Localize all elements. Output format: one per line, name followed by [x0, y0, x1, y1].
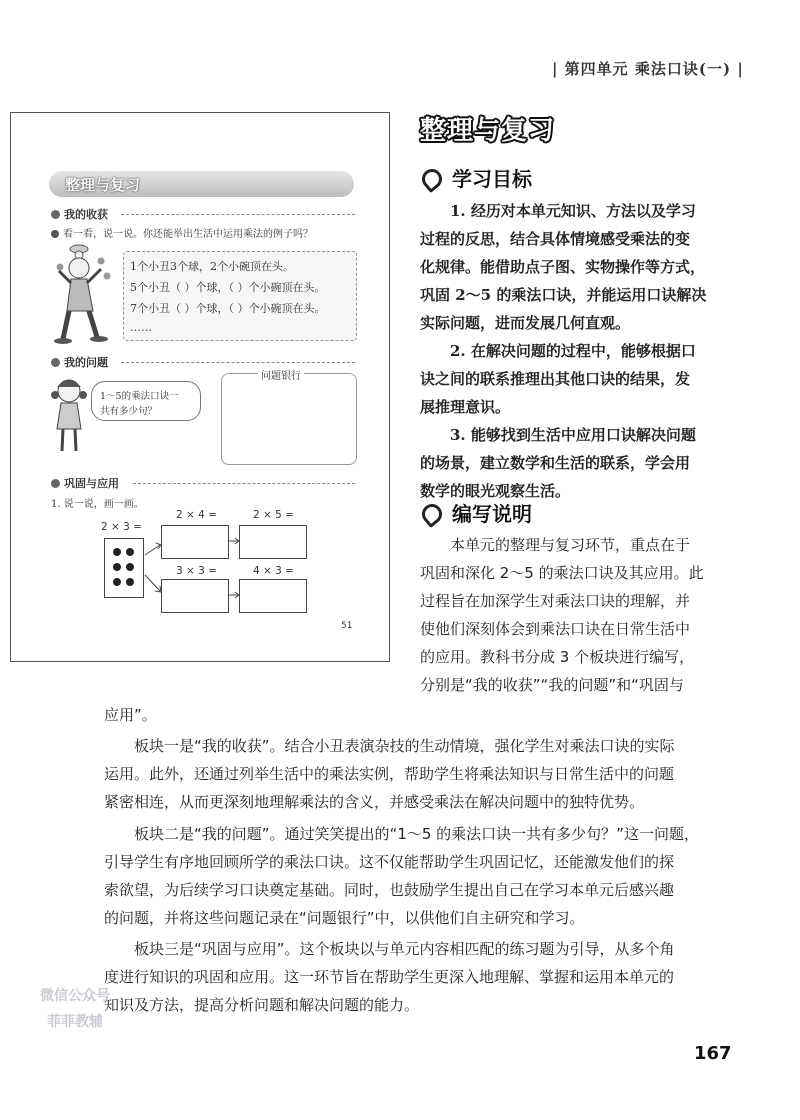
leaf-icon	[51, 358, 60, 367]
body-line: 引导学生有序地回顾所学的乘法口诀。这不仅能帮助学生巩固记忆，还能激发他们的探	[104, 853, 675, 871]
notes-line: 分别是“我的收获”“我的问题”和“巩固与	[420, 676, 684, 694]
inset-page-number: 51	[341, 621, 353, 631]
clown-illustration	[49, 241, 121, 345]
dot	[126, 548, 134, 556]
harvest-line: 1个小丑3个球，2个小碗顶在头。	[130, 260, 294, 273]
watermark-line: 菲菲教辅	[47, 1014, 103, 1030]
expr-3x3: 3 × 3 =	[176, 565, 217, 577]
paperclip-icon	[418, 500, 446, 528]
body-line: 度进行知识的巩固和应用。这一环节旨在帮助学生更深入地理解、掌握和运用本单元的	[104, 968, 675, 986]
question-heading: 我的问题	[51, 354, 108, 370]
bubble-line: 1～5的乘法口诀一	[100, 391, 179, 402]
harvest-line: ……	[130, 321, 152, 334]
watermark	[40, 985, 110, 1031]
goals-line: 2. 在解决问题的过程中，能够根据口	[450, 342, 696, 360]
harvest-line: 7个小丑（ ）个球，（ ）个小碗顶在头。	[130, 302, 326, 315]
page-number: 167	[694, 1043, 732, 1064]
practice-item: 1. 说一说，画一画。	[51, 499, 144, 510]
divider	[121, 362, 355, 363]
watermark-line: 微信公众号	[40, 988, 110, 1004]
question-bank-label: 问题银行	[258, 367, 304, 382]
notes-heading: 编写说明	[422, 498, 532, 527]
goals-line: 展推理意识。	[420, 398, 511, 416]
goals-line: 实际问题，进而发展几何直观。	[420, 314, 631, 332]
body-line: 板块三是“巩固与应用”。这个板块以与单元内容相匹配的练习题为引导，从多个角	[134, 940, 675, 958]
leaf-icon	[51, 210, 60, 219]
goals-line: 诀之间的联系推理出其他口诀的结果，发	[420, 370, 691, 388]
notes-line: 过程旨在加深学生对乘法口诀的理解，并	[420, 592, 691, 610]
dot	[113, 563, 121, 571]
harvest-line: 5个小丑（ ）个球，（ ）个小碗顶在头。	[130, 281, 326, 294]
answer-box	[239, 525, 307, 559]
bullet-icon	[51, 230, 59, 238]
notes-line: 巩固和深化 2～5 的乘法口诀及其应用。此	[420, 564, 704, 582]
practice-heading: 巩固与应用	[51, 475, 119, 491]
textbook-page-figure	[10, 112, 390, 662]
dot	[113, 548, 121, 556]
dot	[113, 578, 121, 586]
goals-line: 化规律。能借助点子图、实物操作等方式，	[420, 258, 706, 276]
body-line: 知识及方法，提高分析问题和解决问题的能力。	[104, 996, 420, 1014]
notes-line: 的应用。教科书分成 3 个板块进行编写，	[420, 648, 695, 666]
inset-title: 整理与复习	[65, 176, 141, 194]
goals-line: 3. 能够找到生活中应用口诀解决问题	[450, 426, 696, 444]
expr-2x5: 2 × 5 =	[253, 509, 294, 521]
dot	[126, 563, 134, 571]
goals-heading: 学习目标	[422, 163, 532, 192]
body-line: 运用。此外，还通过列举生活中的乘法实例，帮助学生将乘法知识与日常生活中的问题	[104, 765, 675, 783]
goals-line: 的场景，建立数学和生活的联系，学会用	[420, 454, 691, 472]
harvest-list	[123, 251, 357, 341]
body-line: 板块二是“我的问题”。通过笑笑提出的“1～5 的乘法口诀一共有多少句？”这一问题，	[134, 825, 699, 843]
divider	[121, 214, 355, 215]
harvest-prompt: 看一看，说一说。你还能举出生活中运用乘法的例子吗？	[51, 225, 313, 240]
goals-line: 数学的眼光观察生活。	[420, 482, 571, 500]
question-bank-box	[221, 373, 357, 465]
notes-line: 使他们深刻体会到乘法口诀在日常生活中	[420, 620, 691, 638]
expr-2x3: 2 × 3 =	[101, 521, 142, 533]
dot	[126, 578, 134, 586]
dot-array	[104, 538, 144, 598]
body-line: 的问题，并将这些问题记录在“问题银行”中，以供他们自主研究和学习。	[104, 909, 585, 927]
goals-line: 1. 经历对本单元知识、方法以及学习	[450, 202, 696, 220]
body-line: 板块一是“我的收获”。结合小丑表演杂技的生动情境，强化学生对乘法口诀的实际	[134, 737, 675, 755]
question-bubble	[91, 381, 201, 421]
running-header: | 第四单元 乘法口诀(一) |	[552, 60, 744, 78]
bubble-line: 共有多少句？	[100, 406, 158, 417]
arrows-figure	[143, 533, 243, 603]
body-line: 应用”。	[104, 706, 157, 724]
page-title: 整理与复习	[420, 116, 556, 146]
divider	[133, 483, 355, 484]
answer-box	[239, 579, 307, 613]
harvest-heading: 我的收获	[51, 206, 108, 222]
body-line: 紧密相连，从而更深刻地理解乘法的含义，并感受乘法在解决问题中的独特优势。	[104, 793, 645, 811]
paperclip-icon	[418, 165, 446, 193]
expr-2x4: 2 × 4 =	[176, 509, 217, 521]
leaf-icon	[51, 479, 60, 488]
expr-4x3: 4 × 3 =	[253, 565, 294, 577]
girl-illustration	[47, 375, 91, 457]
notes-line: 本单元的整理与复习环节，重点在于	[450, 536, 691, 554]
body-line: 索欲望，为后续学习口诀奠定基础。同时，也鼓励学生提出自己在学习本单元后感兴趣	[104, 881, 675, 899]
inset-title-bar	[49, 171, 354, 197]
goals-line: 巩固 2～5 的乘法口诀，并能运用口诀解决	[420, 286, 707, 304]
goals-line: 过程的反思，结合具体情境感受乘法的变	[420, 230, 691, 248]
